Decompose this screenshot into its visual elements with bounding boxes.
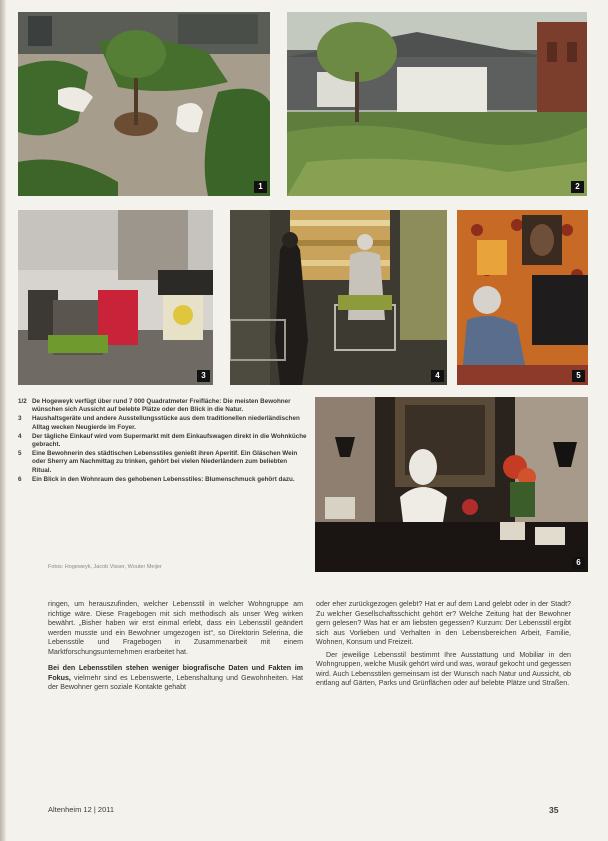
photo-number-badge: 1 bbox=[254, 181, 267, 193]
body-column-right bbox=[316, 600, 571, 692]
photo-captions bbox=[18, 398, 308, 573]
page-spine-shadow bbox=[0, 0, 6, 841]
photo-foyer-exhibit bbox=[18, 210, 213, 385]
footer-magazine-issue: Altenheim 12 | 2011 bbox=[48, 805, 115, 814]
photo-credit: Fotos: Hogeweyk, Jacob Visser, Wouter Meijer bbox=[48, 564, 162, 570]
paragraph: oder eher zurückgezogen gelebt? Hat er auf dem Land gelebt oder in der Stadt? Zu welcher Gesellschaftsschicht gehört er? Welche Zeitung hat der Bewohner gern gelesen? Was hat er am liebsten gegessen? Kurzum: Der Lebensstil ergibt sich aus Vorlieben und Verhalten in den Lebensbereichen Arbeit, Familie, Wohnen, Konsum und Freizeit. bbox=[316, 600, 571, 647]
paragraph: ringen, um herauszufinden, welcher Lebensstil in welcher Wohngruppe am richtige wäre. Diese Fragebogen mit sich methodisch als unser Weg wirken bewährt. „Bisher haben wir erst einmal erlebt, dass ein Lebensstil geändert werden musste und ein Bewohner umgezogen ist“, so Direktorin Selerina, die Lebensstile und Fragebogen in Zusammenarbeit mit einem Marktforschungsunternehmen erarbeitet hat. bbox=[48, 600, 303, 656]
lead-bold-text: Bei den Lebensstilen stehen weniger biografische Daten und Fakten im Fokus, bbox=[48, 664, 303, 682]
photo-upscale-living-room bbox=[315, 397, 588, 572]
caption-item: 5 Eine Bewohnerin des städtischen Lebensstiles genießt ihren Aperitif. Ein Gläschen Wein oder Sherry am Nachmittag zu trinken, gehört bei vielen Niederländern zum beliebten Ritual. bbox=[18, 449, 298, 474]
page-number: 35 bbox=[549, 805, 559, 815]
caption-item: 3 Haushaltsgeräte und andere Ausstellungsstücke aus dem traditionellen niederländischen Alltag wecken Neugierde im Foyer. bbox=[18, 415, 300, 431]
paragraph-lead bbox=[48, 664, 303, 693]
photo-resident-living-room bbox=[457, 210, 588, 385]
paragraph: Der jeweilige Lebensstil bestimmt Ihre Ausstattung und Mobiliar in den Wohngruppen, welche Musik gehört wird und was, worauf gekocht und gegessen wird. Auch Lebensstilen gemeinsam ist der Wunsch nach Natur und Aussicht, ob entlang auf Gärten, Parks und Grünflächen oder auf belebte Plätze und Straßen. bbox=[316, 650, 572, 688]
photo-courtyard bbox=[18, 12, 270, 196]
photo-number-badge: 5 bbox=[572, 370, 585, 382]
photo-number-badge: 4 bbox=[431, 370, 444, 382]
photo-number-badge: 3 bbox=[197, 370, 210, 382]
lead-continuation: vielmehr sind es Lebenswerte, Lebenshaltung und Gewohnheiten. Hat der Bewohner gern soziale Kontakte gehabt bbox=[48, 673, 303, 692]
caption-item: 1/2 De Hogeweyk verfügt über rund 7 000 Quadratmeter Freifläche: Die meisten Bewohner wünschen sich Aussicht auf belebte Plätze oder den Blick in die Natur. bbox=[18, 398, 291, 414]
caption-item: 6 Ein Blick in den Wohnraum des gehobenen Lebensstiles: Blumenschmuck gehört dazu. bbox=[18, 475, 295, 483]
photo-number-badge: 6 bbox=[572, 557, 585, 569]
photo-supermarket bbox=[230, 210, 447, 385]
body-column-left bbox=[48, 600, 303, 696]
photo-building-garden bbox=[287, 12, 587, 196]
caption-item: 4 Der tägliche Einkauf wird vom Supermarkt mit dem Einkaufswagen direkt in die Wohnküche gebracht. bbox=[18, 432, 307, 449]
photo-number-badge: 2 bbox=[571, 181, 584, 193]
